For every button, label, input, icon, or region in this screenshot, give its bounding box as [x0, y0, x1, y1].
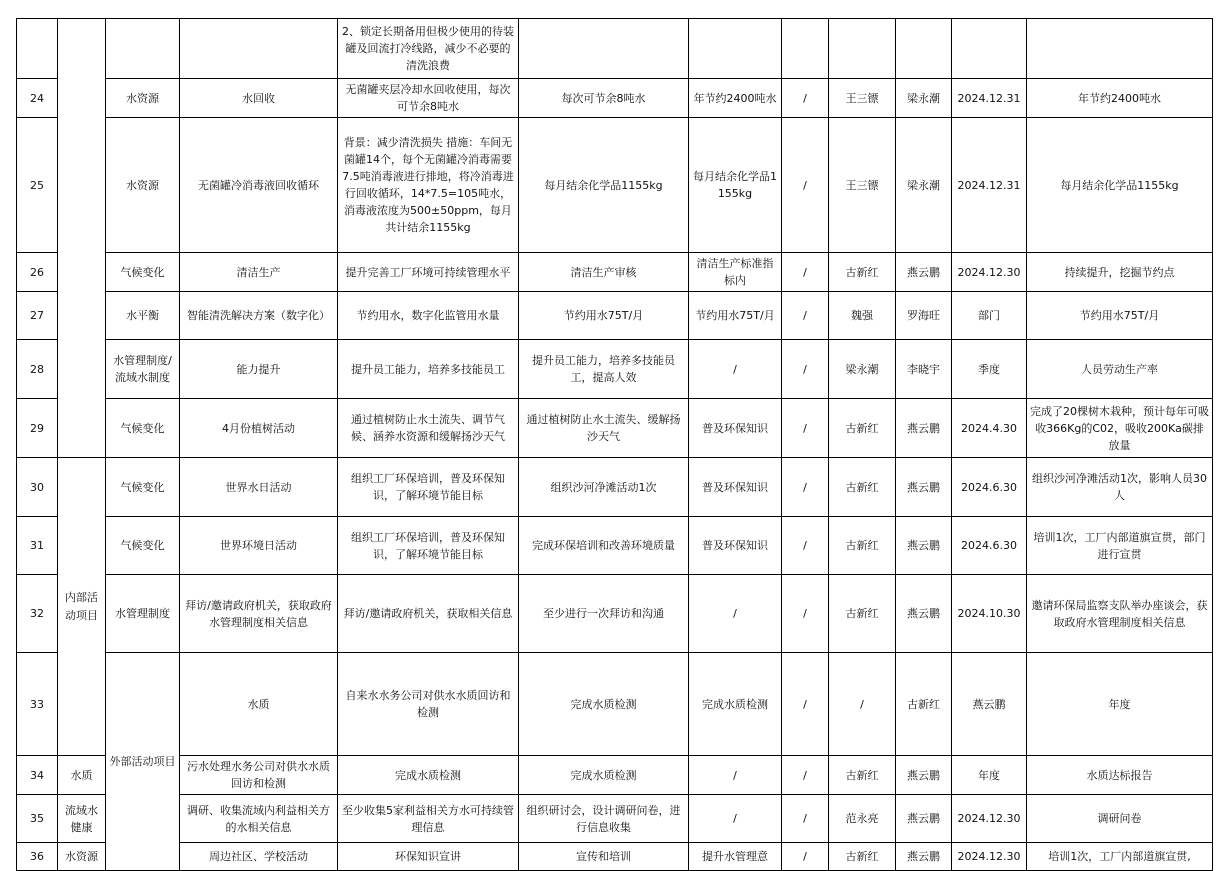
table-cell [782, 19, 829, 79]
category-cell: 水管理制度/流域水制度 [106, 340, 180, 399]
budget-cell: / [782, 340, 829, 399]
category-cell: 气候变化 [106, 253, 180, 292]
deadline-cell: 2024.12.30 [952, 843, 1027, 871]
deadline-cell: 2024.4.30 [952, 399, 1027, 458]
owner-cell: 梁永潮 [829, 340, 896, 399]
indicator-cell: 节约用水75T/月 [689, 292, 782, 340]
measure-cell: 背景：减少清洗损失 措施：车间无菌罐14个，每个无菌罐冷消毒需要7.5吨消毒液进行排地，将冷消毒进行回收循环，14*7.5=105吨水，消毒液浓度为500±50ppm，每月共计结余1155kg [338, 118, 519, 253]
row-number: 32 [17, 575, 58, 653]
budget-cell: / [782, 292, 829, 340]
result-cell: 邀请环保局监察支队举办座谈会，获取政府水管理制度相关信息 [1027, 575, 1213, 653]
target-cell: 宣传和培训 [519, 843, 689, 871]
measure-cell: 通过植树防止水土流失、调节气候、涵养水资源和缓解扬沙天气 [338, 399, 519, 458]
project-cell: 自来水水务公司对供水水质回访和检测 [338, 653, 519, 756]
supervisor-cell: 燕云鹏 [896, 843, 952, 871]
measure-cell: 完成水质检测 [338, 756, 519, 795]
table-row [17, 653, 1213, 756]
budget-cell: / [782, 118, 829, 253]
category-cell: 气候变化 [106, 517, 180, 575]
measure-cell: 组织工厂环保培训，普及环保知识，了解环境节能目标 [338, 517, 519, 575]
category-cell: 水资源 [58, 843, 106, 871]
table-row [17, 843, 1213, 871]
target-cell: 完成环保培训和改善环境质量 [519, 517, 689, 575]
project-cell: 世界环境日活动 [180, 517, 338, 575]
budget-cell: / [782, 79, 829, 118]
row-number: 26 [17, 253, 58, 292]
measure-cell: 2、锁定长期备用但极少使用的待装罐及回流打冷线路，减少不必要的清洗浪费 [338, 19, 519, 79]
indicator-cell: 提升水管理意 [689, 843, 782, 871]
table-row [17, 19, 1213, 79]
measure-cell: 完成水质检测 [519, 653, 689, 756]
target-cell: 提升员工能力，培养多技能员工，提高人效 [519, 340, 689, 399]
supervisor-cell: 梁永潮 [896, 118, 952, 253]
table-row [17, 340, 1213, 399]
deadline-cell: 季度 [952, 340, 1027, 399]
category-cell: 水资源 [106, 79, 180, 118]
result-cell: 调研问卷 [1027, 795, 1213, 843]
budget-cell: / [782, 253, 829, 292]
budget-cell: / [782, 575, 829, 653]
owner-cell: 古新红 [829, 253, 896, 292]
group-label-internal: 内部活动项目 [58, 458, 106, 756]
category-cell: 气候变化 [106, 399, 180, 458]
owner-cell: 王三镖 [829, 79, 896, 118]
project-cell: 周边社区、学校活动 [180, 843, 338, 871]
table-row [17, 292, 1213, 340]
owner-cell: 古新红 [829, 843, 896, 871]
table-row [17, 253, 1213, 292]
table-row [17, 795, 1213, 843]
row-number: 31 [17, 517, 58, 575]
measure-cell: 提升完善工厂环境可持续管理水平 [338, 253, 519, 292]
deadline-cell: 2024.10.30 [952, 575, 1027, 653]
table-row [17, 118, 1213, 253]
supervisor-cell: 燕云鹏 [952, 653, 1027, 756]
category-cell: 气候变化 [106, 458, 180, 517]
table-cell [106, 19, 180, 79]
deadline-cell: 部门 [952, 292, 1027, 340]
result-cell: 水质达标报告 [1027, 756, 1213, 795]
target-cell: 通过植树防止水土流失、缓解扬沙天气 [519, 399, 689, 458]
measure-cell: 无菌罐夹层冷却水回收使用，每次可节余8吨水 [338, 79, 519, 118]
row-number: 28 [17, 340, 58, 399]
table-row [17, 517, 1213, 575]
target-cell: 完成水质检测 [689, 653, 782, 756]
supervisor-cell: 燕云鹏 [896, 253, 952, 292]
result-cell: 每月结余化学品1155kg [1027, 118, 1213, 253]
row-number: 36 [17, 843, 58, 871]
indicator-cell: 清洁生产标准指标内 [689, 253, 782, 292]
category-cell: 水质 [180, 653, 338, 756]
row-number: 34 [17, 756, 58, 795]
result-cell: 培训1次，工厂内部道旗宣贯, [1027, 843, 1213, 871]
row-number: 25 [17, 118, 58, 253]
supervisor-cell: 燕云鹏 [896, 756, 952, 795]
supervisor-cell: 燕云鹏 [896, 795, 952, 843]
row-number: 29 [17, 399, 58, 458]
measure-cell: 至少收集5家利益相关方水可持续管理信息 [338, 795, 519, 843]
deadline-cell: 2024.12.30 [952, 795, 1027, 843]
budget-cell: / [782, 843, 829, 871]
result-cell: 持续提升，挖掘节约点 [1027, 253, 1213, 292]
budget-cell: / [782, 795, 829, 843]
indicator-cell: 普及环保知识 [689, 399, 782, 458]
table-cell [17, 19, 58, 79]
project-cell: 水回收 [180, 79, 338, 118]
deadline-cell: 2024.12.31 [952, 118, 1027, 253]
owner-cell: 古新红 [829, 575, 896, 653]
table-row [17, 458, 1213, 517]
table-cell [689, 19, 782, 79]
project-cell: 能力提升 [180, 340, 338, 399]
result-cell: 组织沙河净滩活动1次，影响人员30人 [1027, 458, 1213, 517]
measure-cell: 组织工厂环保培训，普及环保知识，了解环境节能目标 [338, 458, 519, 517]
category-cell: 水质 [58, 756, 106, 795]
indicator-cell: / [689, 756, 782, 795]
row-number: 30 [17, 458, 58, 517]
row-number: 35 [17, 795, 58, 843]
indicator-cell: / [689, 340, 782, 399]
indicator-cell: 普及环保知识 [689, 458, 782, 517]
budget-cell: / [782, 458, 829, 517]
table-cell [952, 19, 1027, 79]
target-cell: 至少进行一次拜访和沟通 [519, 575, 689, 653]
table-cell [829, 19, 896, 79]
table-cell [180, 19, 338, 79]
deadline-cell: 2024.12.30 [952, 253, 1027, 292]
project-cell: 调研、收集流域内利益相关方的水相关信息 [180, 795, 338, 843]
category-cell: 水平衡 [106, 292, 180, 340]
result-cell: 完成了20棵树木栽种，预计每年可吸收366Kg的C02，吸收200Ka碳排放量 [1027, 399, 1213, 458]
indicator-cell: / [689, 795, 782, 843]
project-cell: 无菌罐冷消毒液回收循环 [180, 118, 338, 253]
owner-cell: 魏强 [829, 292, 896, 340]
target-cell: 组织研讨会，设计调研问卷，进行信息收集 [519, 795, 689, 843]
table-cell [896, 19, 952, 79]
target-cell: 组织沙河净滩活动1次 [519, 458, 689, 517]
table-row [17, 79, 1213, 118]
result-cell: 节约用水75T/月 [1027, 292, 1213, 340]
supervisor-cell: 燕云鹏 [896, 458, 952, 517]
owner-cell: 范永亮 [829, 795, 896, 843]
deadline-cell: 年度 [952, 756, 1027, 795]
supervisor-cell: 李晓宇 [896, 340, 952, 399]
indicator-cell: 年节约2400吨水 [689, 79, 782, 118]
indicator-cell: / [782, 653, 829, 756]
supervisor-cell: 燕云鹏 [896, 399, 952, 458]
table-row [17, 756, 1213, 795]
measure-cell: 环保知识宣讲 [338, 843, 519, 871]
project-cell: 智能清洗解决方案（数字化） [180, 292, 338, 340]
indicator-cell: / [689, 575, 782, 653]
table-cell [519, 19, 689, 79]
table-row [17, 399, 1213, 458]
deadline-cell: 2024.6.30 [952, 517, 1027, 575]
supervisor-cell: 罗海旺 [896, 292, 952, 340]
target-cell: 清洁生产审核 [519, 253, 689, 292]
measure-cell: 提升员工能力，培养多技能员工 [338, 340, 519, 399]
owner-cell: 王三镖 [829, 118, 896, 253]
owner-cell: 古新红 [829, 517, 896, 575]
row-number: 33 [17, 653, 58, 756]
indicator-cell: 普及环保知识 [689, 517, 782, 575]
result-cell: 培训1次，工厂内部道旗宣贯，部门进行宣贯 [1027, 517, 1213, 575]
table-cell [1027, 19, 1213, 79]
target-cell: 每次可节余8吨水 [519, 79, 689, 118]
target-cell: 完成水质检测 [519, 756, 689, 795]
budget-cell: / [829, 653, 896, 756]
section-merged-cell [58, 19, 106, 458]
project-cell: 清洁生产 [180, 253, 338, 292]
group-label-external: 外部活动项目 [106, 653, 180, 871]
deadline-cell: 2024.6.30 [952, 458, 1027, 517]
target-cell: 每月结余化学品1155kg [519, 118, 689, 253]
result-cell: 人员劳动生产率 [1027, 340, 1213, 399]
category-cell: 水资源 [106, 118, 180, 253]
owner-cell: 古新红 [829, 399, 896, 458]
result-cell: 年节约2400吨水 [1027, 79, 1213, 118]
category-cell: 流域水健康 [58, 795, 106, 843]
supervisor-cell: 燕云鹏 [896, 517, 952, 575]
supervisor-cell: 燕云鹏 [896, 575, 952, 653]
measure-cell: 节约用水，数字化监管用水量 [338, 292, 519, 340]
row-number: 27 [17, 292, 58, 340]
water-action-plan-table [16, 18, 1213, 871]
target-cell: 节约用水75T/月 [519, 292, 689, 340]
budget-cell: / [782, 517, 829, 575]
budget-cell: / [782, 399, 829, 458]
measure-cell: 拜访/邀请政府机关，获取相关信息 [338, 575, 519, 653]
project-cell: 污水处理水务公司对供水水质回访和检测 [180, 756, 338, 795]
category-cell: 水管理制度 [106, 575, 180, 653]
owner-cell: 古新红 [829, 458, 896, 517]
deadline-cell: 2024.12.31 [952, 79, 1027, 118]
deadline-cell: 年度 [1027, 653, 1213, 756]
project-cell: 世界水日活动 [180, 458, 338, 517]
indicator-cell: 每月结余化学品1155kg [689, 118, 782, 253]
row-number: 24 [17, 79, 58, 118]
supervisor-cell: 梁永潮 [896, 79, 952, 118]
budget-cell: / [782, 756, 829, 795]
project-cell: 拜访/邀请政府机关，获取政府 水管理制度相关信息 [180, 575, 338, 653]
table-row [17, 575, 1213, 653]
owner-cell: 古新红 [829, 756, 896, 795]
owner-cell: 古新红 [896, 653, 952, 756]
project-cell: 4月份植树活动 [180, 399, 338, 458]
